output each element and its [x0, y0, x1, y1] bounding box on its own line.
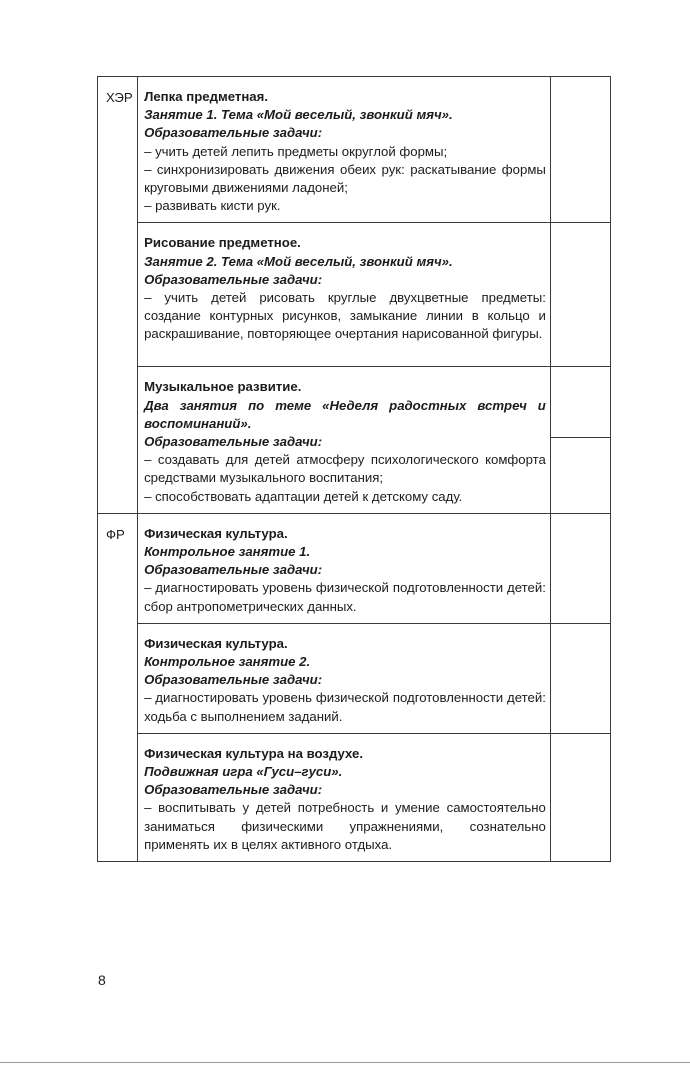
tasks-heading: Образовательные задачи:	[144, 271, 323, 287]
lesson-topic: Занятие 1. Тема «Мой веселый, звонкий мяч».	[144, 107, 453, 123]
lesson-title: Физическая культура на воздухе.	[144, 745, 363, 761]
tasks-heading: Образовательные задачи:	[144, 125, 323, 141]
task-item: – развивать кисти рук.	[144, 198, 281, 214]
table-row	[98, 623, 611, 733]
lesson-cell	[138, 77, 551, 223]
page-number: 8	[98, 972, 106, 988]
task-item: – диагностировать уровень физической подготовленности детей: ходьба с выполнением заданий.	[144, 690, 546, 724]
lesson-topic: Занятие 2. Тема «Мой веселый, звонкий мяч».	[144, 253, 453, 269]
task-item: – учить детей лепить предметы округлой формы;	[144, 143, 448, 159]
tasks-heading: Образовательные задачи:	[144, 782, 323, 798]
lesson-plan-table	[97, 76, 611, 862]
lesson-cell	[138, 367, 551, 513]
area-label: ФР	[106, 526, 125, 542]
mark-cell	[550, 223, 610, 367]
task-item: – диагностировать уровень физической подготовленности детей: сбор антропометрических данных.	[144, 580, 546, 614]
mark-cell	[550, 733, 610, 861]
table-row	[98, 513, 611, 623]
table-row	[98, 223, 611, 367]
table-row	[98, 733, 611, 861]
lesson-cell	[138, 223, 551, 367]
lesson-title: Музыкальное развитие.	[144, 379, 302, 395]
task-item: – способствовать адаптации детей к детскому саду.	[144, 488, 463, 504]
mark-cell	[550, 623, 610, 733]
tasks-heading: Образовательные задачи:	[144, 672, 323, 688]
area-cell	[98, 77, 138, 514]
lesson-cell	[138, 623, 551, 733]
task-item: – создавать для детей атмосферу психологического комфорта средствами музыкального воспитания;	[144, 452, 546, 486]
mark-cell	[550, 513, 610, 623]
tasks-heading: Образовательные задачи:	[144, 562, 323, 578]
lesson-topic: Два занятия по теме «Неделя радостных встреч и воспоминаний».	[144, 397, 546, 431]
area-cell	[98, 513, 138, 861]
mark-cell	[550, 367, 610, 513]
task-item: – воспитывать у детей потребность и умение самостоятельно заниматься физическими упражнениями, сознательно применять их в целях активного отдыха.	[144, 800, 546, 852]
area-label: ХЭР	[106, 90, 133, 105]
lesson-title: Физическая культура.	[144, 635, 288, 651]
lesson-title: Лепка предметная.	[144, 89, 268, 104]
page-bottom-divider	[0, 1062, 690, 1063]
lesson-title: Рисование предметное.	[144, 235, 301, 251]
tasks-heading: Образовательные задачи:	[144, 434, 323, 450]
lesson-title: Физическая культура.	[144, 525, 288, 541]
mark-cell	[550, 77, 610, 223]
table-row	[98, 77, 611, 223]
lesson-topic: Контрольное занятие 1.	[144, 544, 311, 560]
table-row	[98, 367, 611, 513]
lesson-topic: Контрольное занятие 2.	[144, 654, 311, 670]
lesson-topic: Подвижная игра «Гуси–гуси».	[144, 764, 343, 780]
task-item: – синхронизировать движения обеих рук: раскатывание формы круговыми движениями ладоней;	[144, 161, 546, 196]
lesson-cell	[138, 733, 551, 861]
task-item: – учить детей рисовать круглые двухцветные предметы: создание контурных рисунков, замыкание линии в кольцо и раскрашивание, повторяющее очертания нарисованной фигуры.	[144, 290, 546, 342]
lesson-cell	[138, 513, 551, 623]
